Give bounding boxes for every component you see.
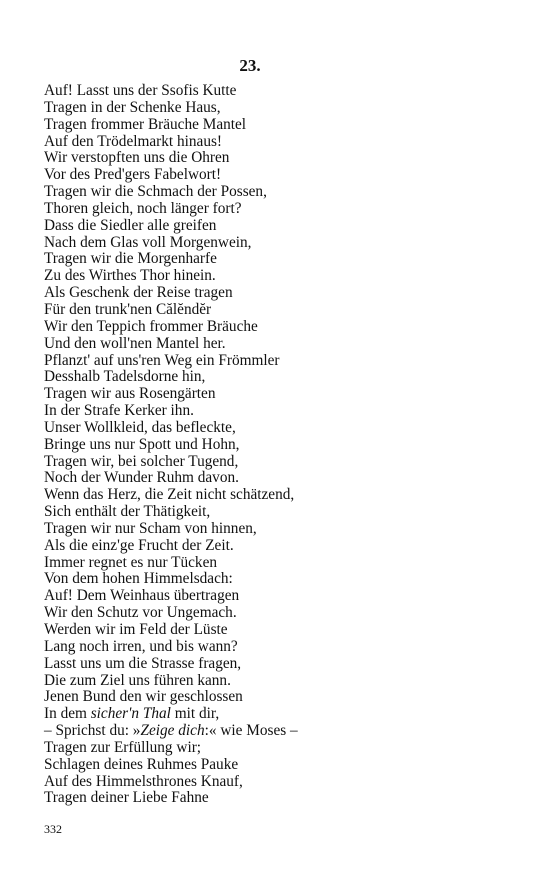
poem-text xyxy=(44,83,504,807)
poem-line-text: Tragen frommer Bräuche Mantel xyxy=(44,115,247,133)
poem-line-text: In dem xyxy=(44,705,91,723)
poem-line xyxy=(44,420,504,437)
poem-line-text: Tragen wir nur Scham von hinnen, xyxy=(44,519,257,537)
poem-line-text: Tragen deiner Liebe Fahne xyxy=(44,789,209,807)
poem-line xyxy=(44,403,504,420)
poem-line-text: Schlagen deines Ruhmes Pauke xyxy=(44,755,239,773)
poem-line-text: Lasst uns um die Strasse fragen, xyxy=(44,654,242,672)
poem-line xyxy=(44,386,504,403)
poem-line-text: Wir verstopften uns die Ohren xyxy=(44,149,230,167)
poem-line-text: Immer regnet es nur Tücken xyxy=(44,553,218,571)
poem-line-text: Lang noch irren, und bis wann? xyxy=(44,637,238,655)
poem-line xyxy=(44,555,504,572)
poem-line-text: Jenen Bund den wir geschlossen xyxy=(44,688,243,706)
poem-line-text: Sich enthält der Thätigkeit, xyxy=(44,503,211,521)
poem-line-text: Tragen wir die Schmach der Possen, xyxy=(44,183,267,201)
poem-line-text: Unser Wollkleid, das befleckte, xyxy=(44,418,236,436)
poem-line xyxy=(44,571,504,588)
poem-line-italic-text: Zeige dich xyxy=(140,722,205,740)
poem-line xyxy=(44,538,504,555)
poem-line-text: Nach dem Glas voll Morgenwein, xyxy=(44,233,252,251)
poem-line-text: Desshalb Tadelsdorne hin, xyxy=(44,368,206,386)
poem-line-text: Von dem hohen Himmelsdach: xyxy=(44,570,233,588)
poem-line xyxy=(44,639,504,656)
poem-line xyxy=(44,134,504,151)
poem-line-text: :« wie Moses – xyxy=(204,722,298,740)
poem-line xyxy=(44,588,504,605)
poem-line-text: Tragen zur Erfüllung wir; xyxy=(44,738,202,756)
poem-line-text: mit dir, xyxy=(170,705,220,723)
poem-line-text: Vor des Pred'gers Fabelwort! xyxy=(44,166,222,184)
poem-line xyxy=(44,656,504,673)
poem-line xyxy=(44,201,504,218)
poem-line xyxy=(44,83,504,100)
poem-line xyxy=(44,353,504,370)
poem-line xyxy=(44,369,504,386)
poem-line xyxy=(44,167,504,184)
poem-line xyxy=(44,470,504,487)
poem-line xyxy=(44,487,504,504)
poem-line-text: Tragen wir die Morgenharfe xyxy=(44,250,217,268)
poem-line-text: Die zum Ziel uns führen kann. xyxy=(44,671,231,689)
poem-line xyxy=(44,302,504,319)
poem-line xyxy=(44,319,504,336)
poem-line-text: Tragen wir aus Rosengärten xyxy=(44,385,216,403)
poem-line-text: In der Strafe Kerker ihn. xyxy=(44,402,194,420)
poem-line-text: Bringe uns nur Spott und Hohn, xyxy=(44,435,240,453)
poem-line-italic-text: sicher'n Thal xyxy=(90,705,171,723)
poem-line-text: Und den woll'nen Mantel her. xyxy=(44,334,226,352)
poem-line xyxy=(44,622,504,639)
poem-line-text: Werden wir im Feld der Lüste xyxy=(44,621,228,638)
poem-line xyxy=(44,723,504,740)
poem-line-text: Auf den Trödelmarkt hinaus! xyxy=(44,132,223,150)
poem-line-text: Als die einz'ge Frucht der Zeit. xyxy=(44,536,234,554)
poem-line-text: Zu des Wirthes Thor hinein. xyxy=(44,267,216,285)
poem-line xyxy=(44,437,504,454)
poem-line xyxy=(44,757,504,774)
poem-line-text: Dass die Siedler alle greifen xyxy=(44,216,217,234)
poem-line xyxy=(44,521,504,538)
poem-line-text: Auf des Himmelsthrones Knauf, xyxy=(44,772,243,790)
poem-line-text: Auf! Dem Weinhaus übertragen xyxy=(44,587,240,605)
poem-line-text: Pflanzt' auf uns'ren Weg ein Frömmler xyxy=(44,351,280,369)
poem-line-text: Thoren gleich, noch länger fort? xyxy=(44,199,242,217)
poem-line-text: Noch der Wunder Ruhm davon. xyxy=(44,469,239,487)
poem-line xyxy=(44,184,504,201)
poem-line-text: Tragen wir, bei solcher Tugend, xyxy=(44,452,239,470)
poem-line xyxy=(44,218,504,235)
poem-line xyxy=(44,251,504,268)
poem-line xyxy=(44,740,504,757)
page-number: 332 xyxy=(44,822,62,836)
poem-line xyxy=(44,336,504,353)
poem-line-text: Für den trunk'nen Călĕndĕr xyxy=(44,300,212,318)
poem-line-text: Wir den Teppich frommer Bräuche xyxy=(44,317,258,335)
poem-line xyxy=(44,605,504,622)
poem-line xyxy=(44,689,504,706)
poem-line xyxy=(44,504,504,521)
poem-line xyxy=(44,268,504,285)
poem-line xyxy=(44,117,504,134)
poem-line-text: Wir den Schutz vor Ungemach. xyxy=(44,604,237,622)
poem-line xyxy=(44,774,504,791)
poem-line-text: Tragen in der Schenke Haus, xyxy=(44,98,221,116)
poem-line-text: Auf! Lasst uns der Ssofis Kutte xyxy=(44,82,237,99)
poem-line xyxy=(44,150,504,167)
poem-line xyxy=(44,285,504,302)
poem-line-text: Wenn das Herz, die Zeit nicht schätzend, xyxy=(44,486,295,504)
poem-line xyxy=(44,673,504,690)
poem-number: 23. xyxy=(239,56,261,75)
poem-line xyxy=(44,790,504,807)
poem-line-text: – Sprichst du: » xyxy=(44,722,141,740)
poem-line xyxy=(44,706,504,723)
poem-line xyxy=(44,454,504,471)
poem-line-text: Als Geschenk der Reise tragen xyxy=(44,284,233,302)
poem-line xyxy=(44,100,504,117)
poem-line xyxy=(44,235,504,252)
